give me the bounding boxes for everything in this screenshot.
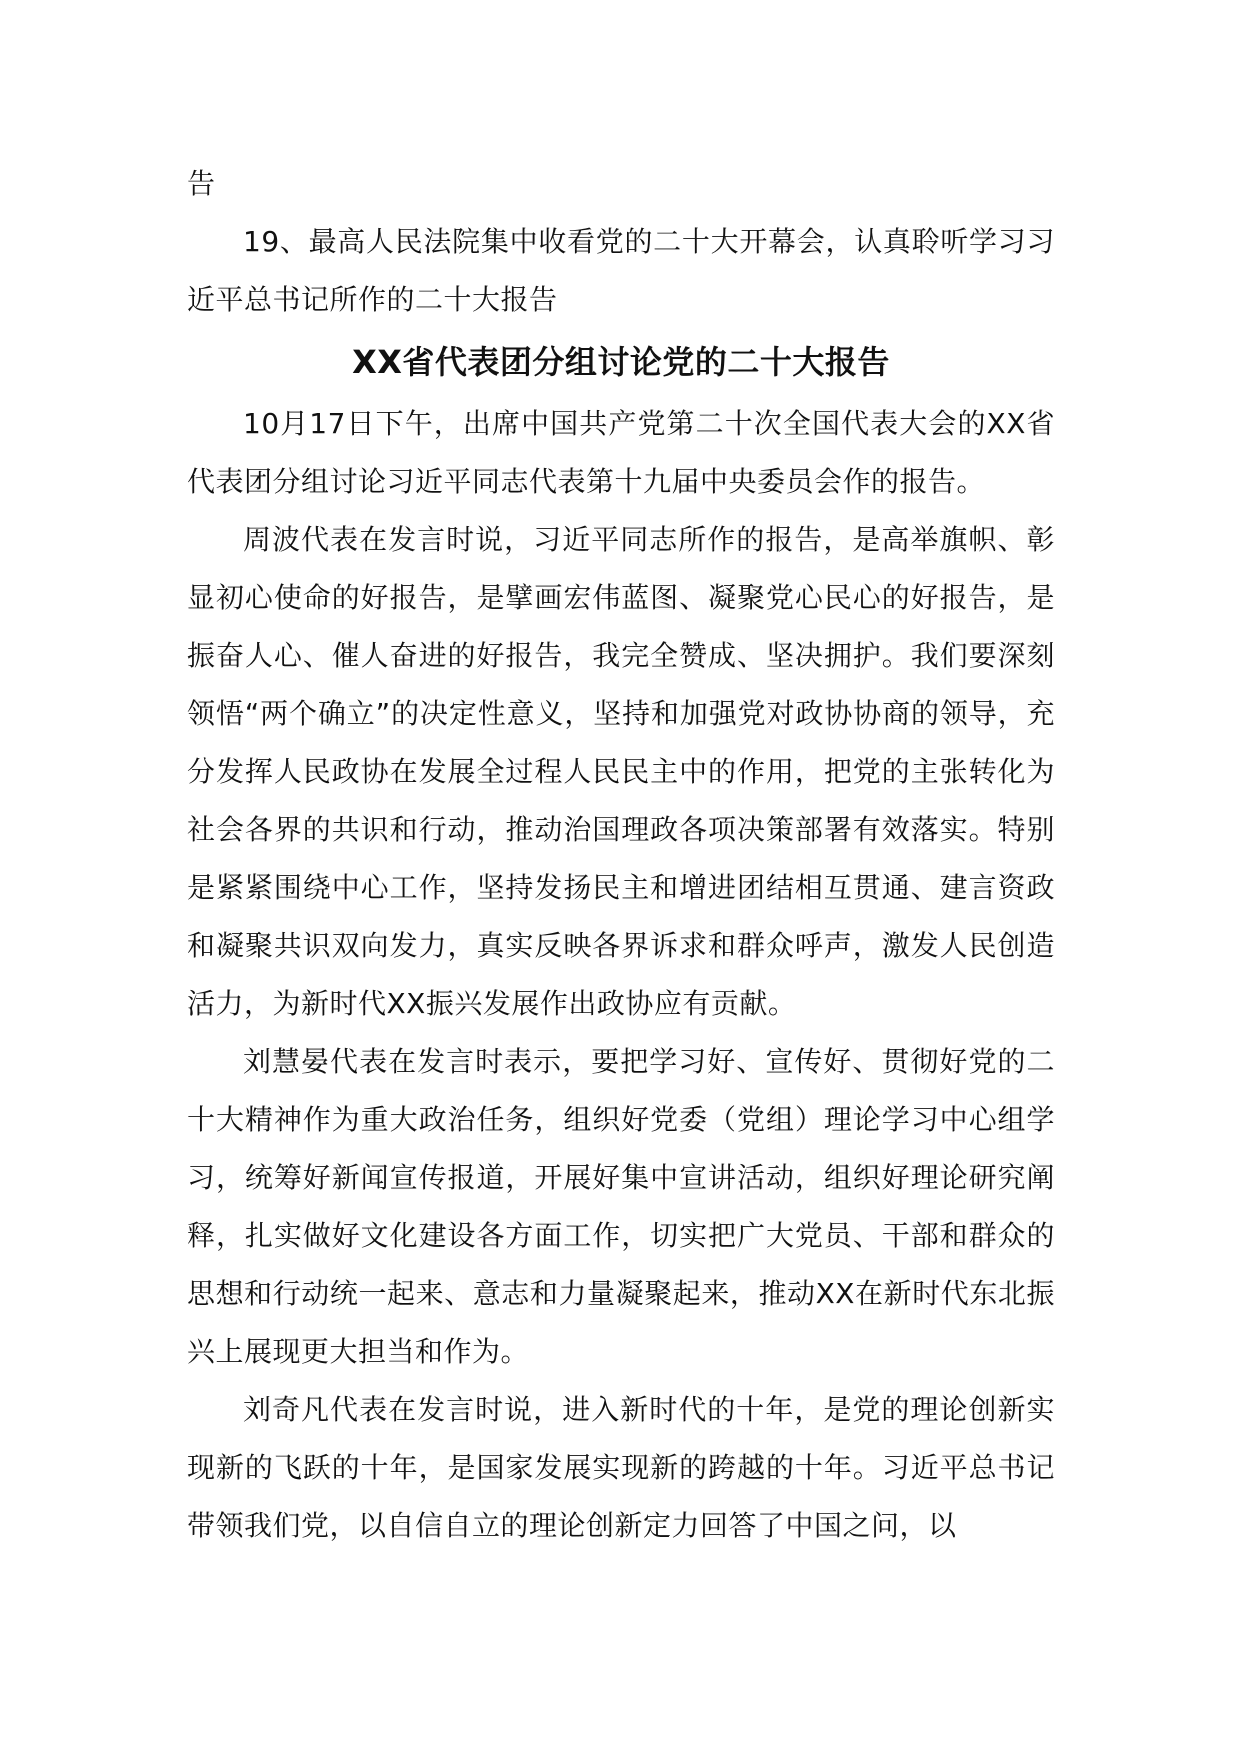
article-title: XX省代表团分组讨论党的二十大报告 bbox=[352, 343, 890, 381]
paragraph-liu-qifan: 刘奇凡代表在发言时说，进入新时代的十年，是党的理论创新实现新的飞跃的十年，是国家发展实现新的跨越的十年。习近平总书记带领我们党，以自信自立的理论创新定力回答了中国之问，以 bbox=[187, 1393, 1055, 1542]
document-body bbox=[187, 155, 1055, 1555]
paragraph-zhou-bo: 周波代表在发言时说，习近平同志所作的报告，是高举旗帜、彰显初心使命的好报告，是擘画宏伟蓝图、凝聚党心民心的好报告，是振奋人心、催人奋进的好报告，我完全赞成、坚决拥护。我们要深刻领悟“两个确立”的决定性意义，坚持和加强党对政协协商的领导，充分发挥人民政协在发展全过程人民民主中的作用，把党的主张转化为社会各界的共识和行动，推动治国理政各项决策部署有效落实。特别是紧紧围绕中心工作，坚持发扬民主和增进团结相互贯通、建言资政和凝聚共识双向发力，真实反映各界诉求和群众呼声，激发人民创造活力，为新时代XX振兴发展作出政协应有贡献。 bbox=[187, 523, 1055, 1020]
paragraph-intro: 10月17日下午，出席中国共产党第二十次全国代表大会的XX省代表团分组讨论习近平同志代表第十九届中央委员会作的报告。 bbox=[187, 407, 1055, 498]
headline-item-19: 19、最高人民法院集中收看党的二十大开幕会，认真聆听学习习近平总书记所作的二十大报告 bbox=[187, 225, 1055, 316]
continued-line: 告 bbox=[187, 167, 216, 200]
paragraph-liu-huiyan: 刘慧晏代表在发言时表示，要把学习好、宣传好、贯彻好党的二十大精神作为重大政治任务，组织好党委（党组）理论学习中心组学习，统筹好新闻宣传报道，开展好集中宣讲活动，组织好理论研究阐释，扎实做好文化建设各方面工作，切实把广大党员、干部和群众的思想和行动统一起来、意志和力量凝聚起来，推动XX在新时代东北振兴上展现更大担当和作为。 bbox=[187, 1045, 1055, 1368]
